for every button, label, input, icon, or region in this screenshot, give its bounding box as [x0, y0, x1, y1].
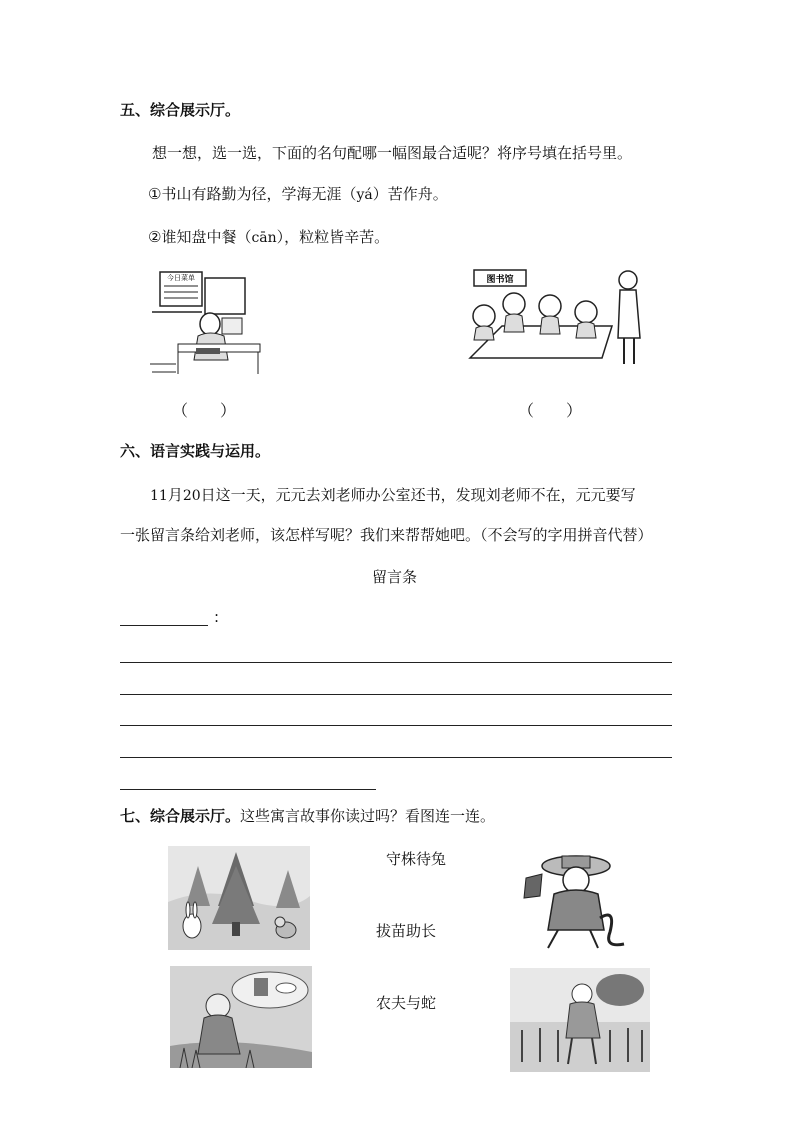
writing-line-5[interactable] [120, 789, 376, 790]
proverb-2-pre: ②谁知盘中餐（ [148, 228, 252, 246]
section7-heading: 七、综合展示厅。 [120, 807, 241, 825]
story-label-2[interactable]: 拔苗助长 [376, 922, 437, 940]
section6-line2: 一张留言条给刘老师，该怎样写呢？我们来帮帮她吧。（不会写的字用拼音代替） [120, 526, 653, 544]
library-picture [462, 266, 647, 366]
answer-paren-2-right: ） [566, 401, 583, 420]
writing-line-3[interactable] [120, 725, 672, 726]
farmer-snake-picture[interactable] [506, 848, 646, 952]
section7-title [120, 805, 495, 826]
proverb-1-pre: ①书山有路勤为径，学海无涯（ [148, 185, 357, 203]
proverb-2 [148, 226, 389, 247]
stump-waiting-picture[interactable] [170, 966, 312, 1068]
line1-rest: 日这一天，元元去刘老师办公室还书，发现刘老师不在，元元要写 [200, 486, 636, 504]
salutation-line[interactable] [120, 625, 208, 626]
section5-instruction: 想一想，选一选，下面的名句配哪一幅图最合适呢？将序号填在括号里。 [152, 144, 633, 162]
proverb-2-post: ），粒粒皆辛苦。 [276, 228, 390, 246]
writing-line-2[interactable] [120, 694, 672, 695]
month-number: 11 [150, 488, 168, 504]
library-sign: 图书馆 [486, 275, 514, 285]
answer-paren-1-left: （ [172, 401, 189, 420]
story-label-3[interactable]: 农夫与蛇 [376, 994, 437, 1012]
proverb-1 [148, 183, 448, 204]
answer-paren-2[interactable] [518, 398, 582, 421]
answer-paren-1-right: ） [220, 401, 237, 420]
section6-line1 [150, 484, 636, 505]
section7-instruction: 这些寓言故事你读过吗？看图连一连。 [240, 807, 496, 825]
menu-sign: 今日菜单 [167, 274, 195, 282]
section5-heading: 五、综合展示厅。 [120, 101, 241, 119]
forest-rabbit-picture[interactable] [168, 846, 310, 950]
proverb-1-post: ）苦作舟。 [372, 185, 448, 203]
writing-line-4[interactable] [120, 757, 672, 758]
eating-picture [150, 268, 265, 378]
note-title: 留言条 [372, 568, 418, 586]
answer-paren-1[interactable] [172, 398, 236, 421]
answer-paren-2-left: （ [518, 401, 535, 420]
day-number: 20 [182, 488, 201, 504]
month-char: 月 [167, 486, 183, 504]
writing-line-1[interactable] [120, 662, 672, 663]
section6-heading: 六、语言实践与运用。 [120, 442, 271, 460]
salutation-colon: : [214, 608, 220, 626]
proverb-2-pinyin: cān [251, 230, 277, 246]
proverb-1-pinyin: yá [356, 187, 373, 203]
story-label-1[interactable]: 守株待兔 [386, 850, 447, 868]
pulling-seedlings-picture[interactable] [510, 968, 650, 1072]
